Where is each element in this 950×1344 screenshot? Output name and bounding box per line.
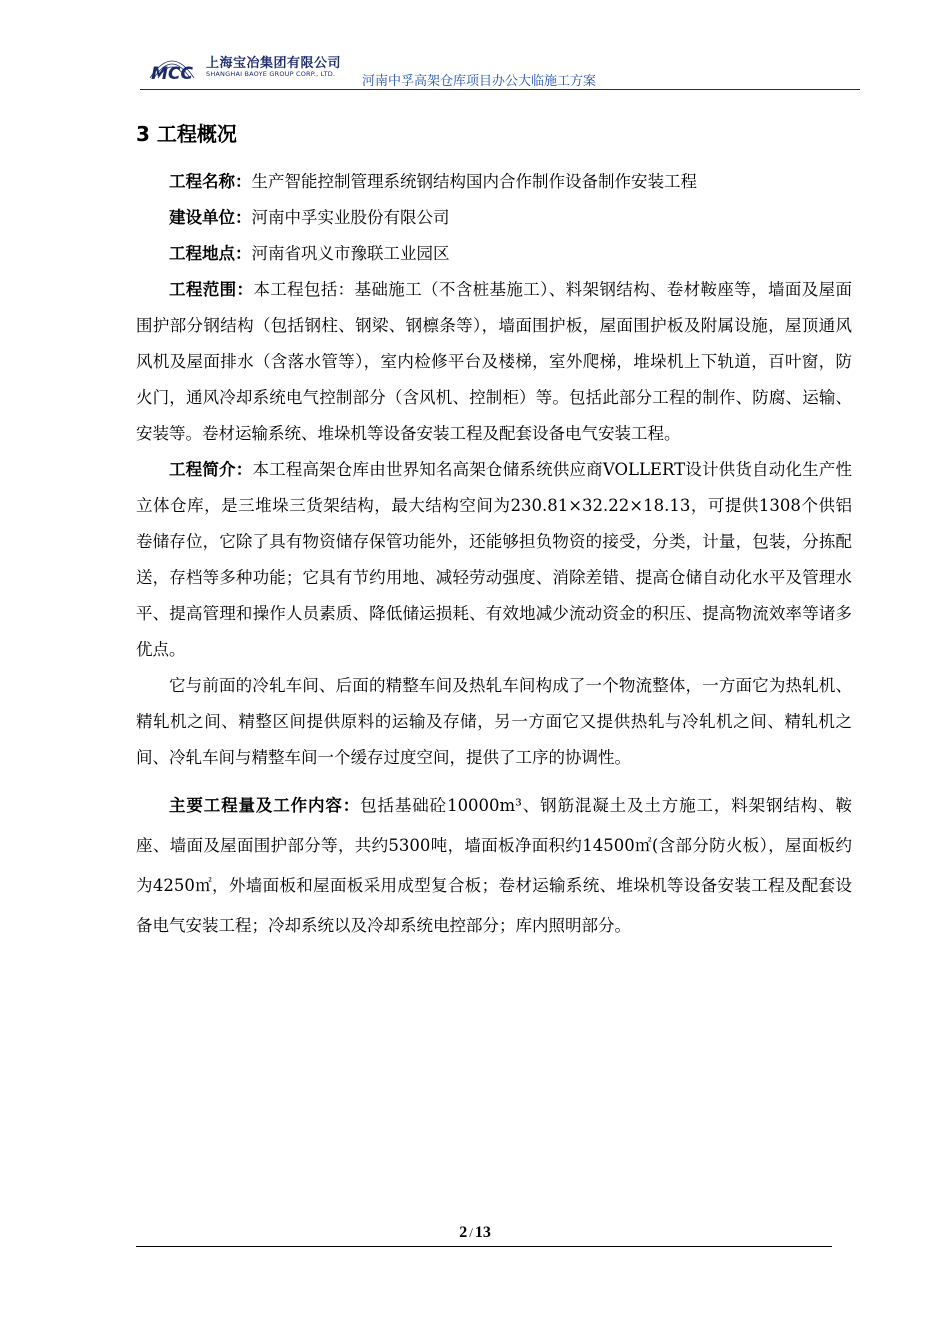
location-paragraph — [136, 236, 852, 272]
scope-value: 本工程包括：基础施工（不含桩基施工）、料架钢结构、卷材鞍座等，墙面及屋面围护部分钢结构（包括钢柱、钢梁、钢檩条等），墙面围护板，屋面围护板及附属设施，屋顶通风风机及屋面排水（含落水管等），室内检修平台及楼梯，室外爬梯，堆垛机上下轨道，百叶窗，防火门，通风冷却系统电气控制部分（含风机、控制柜）等。包括此部分工程的制作、防腐、运输、安装等。卷材运输系统、堆垛机等设备安装工程及配套设备电气安装工程。 — [136, 280, 852, 443]
document-body — [136, 164, 852, 946]
company-name-en: SHANGHAI BAOYE GROUP CORP., LTD. — [206, 70, 336, 78]
location-value: 河南省巩义市豫联工业园区 — [251, 244, 450, 263]
document-title: 河南中孚高架仓库项目办公大临施工方案 — [362, 74, 597, 89]
company-logo — [140, 48, 350, 84]
owner-paragraph — [136, 200, 852, 236]
logo-mark-text: MCC — [151, 64, 193, 82]
footer-divider — [136, 1246, 832, 1247]
section-heading: 3 工程概况 — [136, 122, 237, 146]
page-separator: / — [469, 1225, 473, 1240]
page-current: 2 — [459, 1224, 468, 1241]
logistics-paragraph: 它与前面的冷轧车间、后面的精整车间及热轧车间构成了一个物流整体，一方面它为热轧机、精轧机之间、精整区间提供原料的运输及存储，另一方面它又提供热轧与冷轧机之间、精轧机之间、冷轧车间与精整车间一个缓存过度空间，提供了工序的协调性。 — [136, 676, 852, 767]
page-number — [0, 1224, 950, 1242]
company-name-cn: 上海宝冶集团有限公司 — [206, 56, 342, 71]
scope-paragraph — [136, 272, 852, 452]
intro-value: 本工程高架仓库由世界知名高架仓储系统供应商VOLLERT设计供货自动化生产性立体仓库，是三堆垛三货架结构，最大结构空间为230.81×32.22×18.13，可提供1308个供铝卷储存位，它除了具有物资储存保管功能外，还能够担负物资的接受，分类，计量，包装，分拣配送，存档等多种功能；它具有节约用地、减轻劳动强度、消除差错、提高仓储自动化水平及管理水平、提高管理和操作人员素质、降低储运损耗、有效地减少流动资金的积压、提高物流效率等诸多优点。 — [136, 460, 852, 659]
owner-value: 河南中孚实业股份有限公司 — [251, 208, 450, 227]
quantity-paragraph — [136, 786, 852, 946]
owner-label: 建设单位： — [169, 208, 252, 227]
header-divider — [140, 89, 860, 90]
intro-paragraph — [136, 452, 852, 668]
quantity-value: 包括基础砼10000m³、钢筋混凝土及土方施工，料架钢结构、鞍座、墙面及屋面围护部分等，共约5300吨，墙面板净面积约14500㎡(含部分防火板），屋面板约为4250㎡，外墙面板和屋面板采用成型复合板；卷材运输系统、堆垛机等设备安装工程及配套设备电气安装工程；冷却系统以及冷却系统电控部分；库内照明部分。 — [136, 796, 853, 935]
intro-label: 工程简介： — [169, 460, 253, 479]
project-name-value: 生产智能控制管理系统钢结构国内合作制作设备制作安装工程 — [251, 172, 697, 191]
scope-label: 工程范围： — [169, 280, 254, 299]
location-label: 工程地点： — [169, 244, 252, 263]
project-name-paragraph — [136, 164, 852, 200]
mcc-logo-icon — [140, 54, 204, 82]
quantity-label: 主要工程量及工作内容： — [169, 796, 361, 815]
page-header — [140, 44, 860, 92]
page-total: 13 — [474, 1224, 491, 1241]
project-name-label: 工程名称： — [169, 172, 252, 191]
